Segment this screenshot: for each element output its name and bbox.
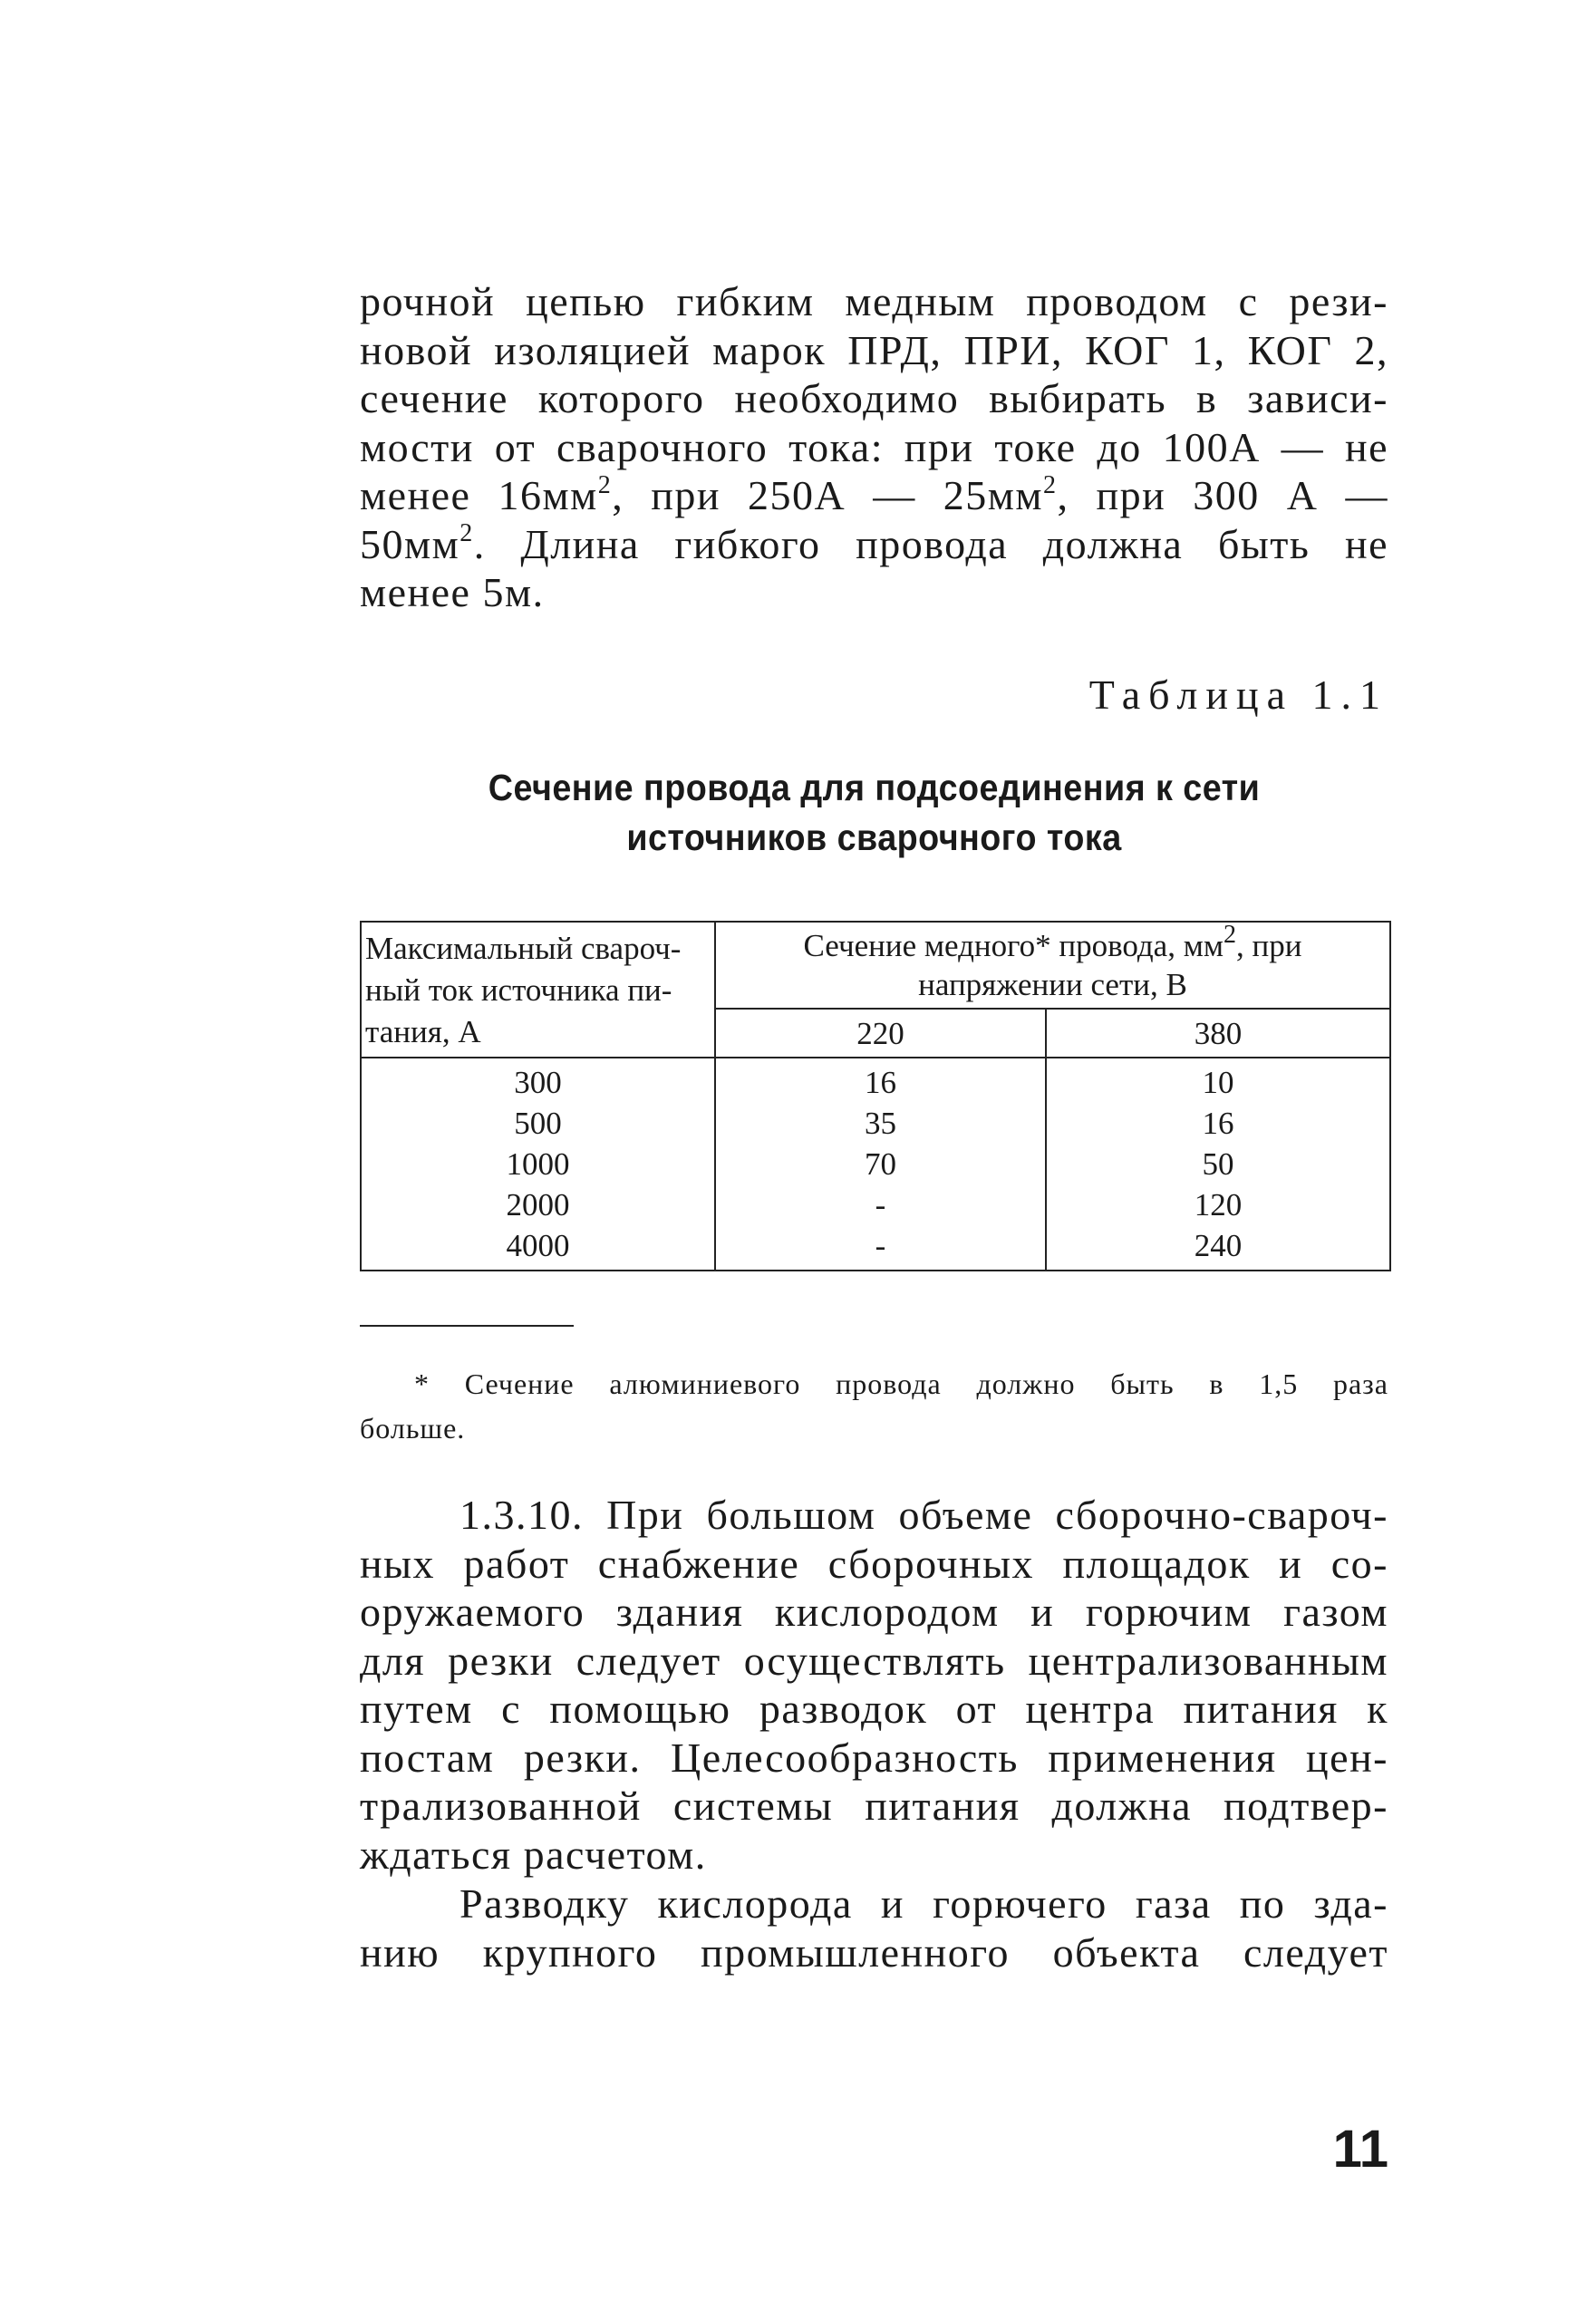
- text-line: 1.3.10. При большом объеме сборочно-свароч-: [459, 1492, 1388, 1538]
- page-number: 11: [1332, 2120, 1388, 2179]
- cell-380: 50: [1046, 1144, 1390, 1184]
- header-voltage-220: 220: [715, 1009, 1046, 1058]
- cell-380: 240: [1046, 1225, 1390, 1271]
- text-line: оружаемого здания кислородом и горючим газом: [360, 1589, 1388, 1635]
- footnote-divider: [360, 1325, 574, 1327]
- cell-380: 10: [1046, 1058, 1390, 1103]
- wire-section-table: [360, 921, 1391, 1271]
- cell-current: 2000: [361, 1184, 715, 1225]
- header-max-current: Максимальный свароч- ный ток источника пи- тания, А: [361, 922, 715, 1058]
- table-title-line: Сечение провода для подсоединения к сети: [488, 767, 1261, 808]
- text-line: мости от сварочного тока: при токе до 100А — не: [360, 423, 1388, 470]
- text-line: менее 5м.: [360, 569, 545, 615]
- table-caption: Таблица 1.1: [1088, 672, 1388, 718]
- table-title: [401, 763, 1347, 863]
- text-line: новой изоляцией марок ПРД, ПРИ, КОГ 1, КОГ 2,: [360, 326, 1388, 373]
- text-line: ждаться расчетом.: [360, 1831, 707, 1878]
- footnote: [360, 1362, 1388, 1451]
- text-line: менее $16мм^2$, при 250А — $25мм^2$, при 300 А —: [360, 470, 1388, 518]
- text-line: постам резки. Целесообразность применения цен-: [360, 1734, 1388, 1781]
- cell-current: 4000: [361, 1225, 715, 1271]
- cell-220: -: [715, 1184, 1046, 1225]
- cell-current: 500: [361, 1103, 715, 1144]
- table-title-line: источников сварочного тока: [626, 817, 1122, 858]
- paragraph-gas-routing: [360, 1880, 1388, 1976]
- table-row: [361, 1144, 1390, 1184]
- cell-220: 16: [715, 1058, 1046, 1103]
- footnote-line: * Сечение алюминиевого провода должно быть в 1,5 раза: [414, 1367, 1388, 1400]
- cell-220: -: [715, 1225, 1046, 1271]
- cell-current: 300: [361, 1058, 715, 1103]
- cell-380: 120: [1046, 1184, 1390, 1225]
- text-line: ных работ снабжение сборочных площадок и со-: [360, 1540, 1388, 1587]
- header-voltage-380: 380: [1046, 1009, 1390, 1058]
- table-row: [361, 1058, 1390, 1103]
- text-line: нию крупного промышленного объекта следует: [360, 1928, 1388, 1976]
- text-line: $50мм^2$. Длина гибкого провода должна быть не: [360, 519, 1388, 567]
- header-copper-section: Сечение медного* провода, $мм^2$, при напряжении сети, В: [715, 922, 1390, 1009]
- cell-220: 35: [715, 1103, 1046, 1144]
- text-line: путем с помощью разводок от центра питания к: [360, 1686, 1388, 1732]
- cell-220: 70: [715, 1144, 1046, 1184]
- text-line: рочной цепью гибким медным проводом с рези-: [360, 278, 1388, 324]
- paragraph-wire-section: [360, 277, 1388, 617]
- text-line: для резки следует осуществлять централизованным: [360, 1637, 1388, 1684]
- text-line: трализованной системы питания должна подтвер-: [360, 1783, 1388, 1829]
- text-line: Разводку кислорода и горючего газа по зда-: [459, 1880, 1388, 1927]
- text-line: сечение которого необходимо выбирать в зависи-: [360, 375, 1388, 421]
- table-row: [361, 1184, 1390, 1225]
- table-row: [361, 1103, 1390, 1144]
- cell-380: 16: [1046, 1103, 1390, 1144]
- cell-current: 1000: [361, 1144, 715, 1184]
- footnote-line: больше.: [360, 1412, 466, 1445]
- paragraph-1-3-10: [360, 1491, 1388, 1879]
- table-row: [361, 1225, 1390, 1271]
